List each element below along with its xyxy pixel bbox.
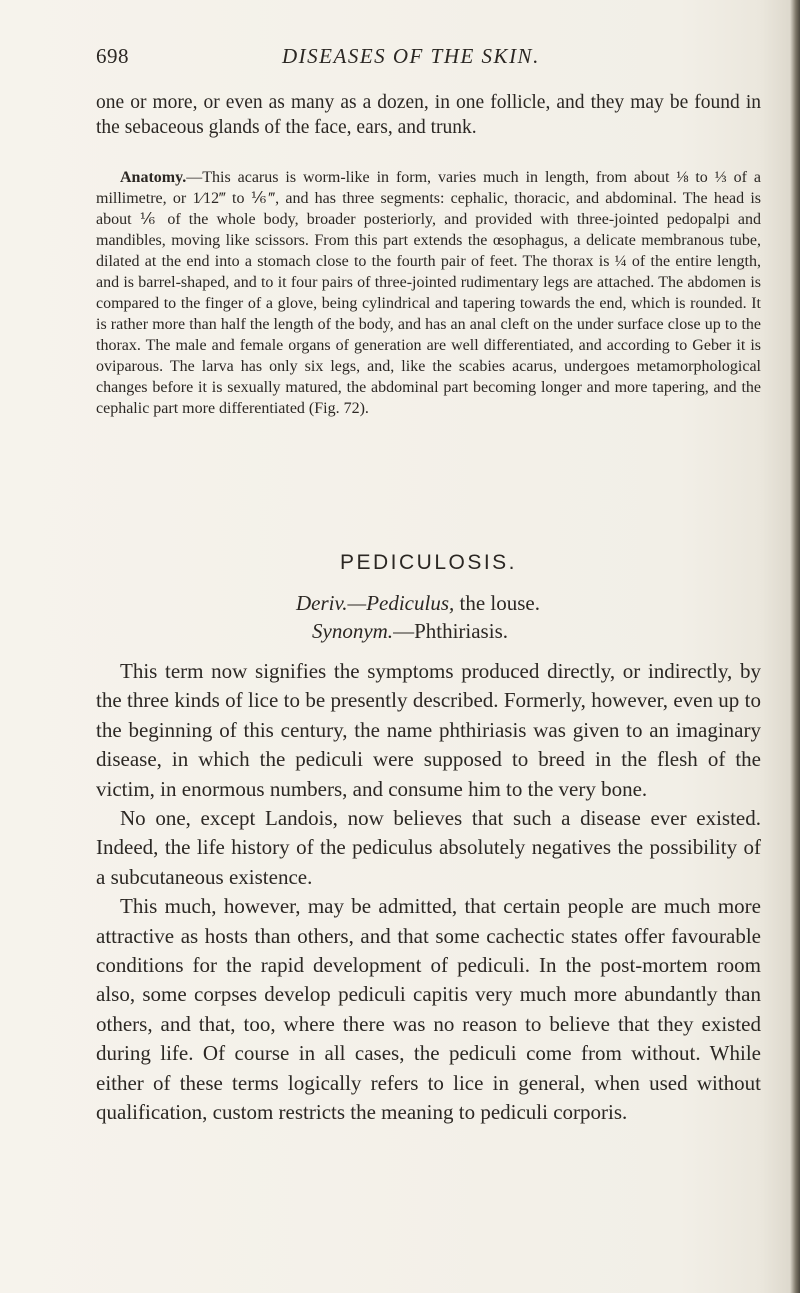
deriv-word: —Pediculus, [347, 591, 455, 615]
paragraph-1: This term now signifies the symptoms produced directly, or indirectly, by the three kinds of lice to be presently described. Formerly, however, even up to the beginning of this century, the name phthiriasis was given to an imaginary disease, in which the pediculi were supposed to breed in the flesh of the victim, in enormous numbers, and consume him to the very bone. [96, 659, 761, 801]
opening-paragraph [96, 90, 761, 140]
anatomy-label: Anatomy. [120, 169, 187, 186]
deriv-label: Deriv. [296, 591, 348, 615]
synonym-text: —Phthiriasis. [393, 619, 508, 643]
anatomy-text: —This acarus is worm-like in form, varies much in length, from about ⅛ to ⅓ of a millimetre, or 1⁄12‴ to ⅙‴, and has three segments: cephalic, thoracic, and abdominal. The head is about ⅙ of the whole body, broader posteriorly, and provided with three-jointed pedopalpi and mandibles, moving like scissors. From this part extends the œsophagus, a delicate membranous tube, dilated at the end into a stomach close to the fourth pair of feet. The thorax is ¼ of the entire length, and is barrel-shaped, and to it four pairs of three-jointed rudimentary legs are attached. The abdomen is compared to the finger of a glove, being cylindrical and tapering towards the end, which is rounded. It is rather more than half the length of the body, and has an anal cleft on the under surface close up to the thorax. The male and female organs of generation are well differentiated, and according to Geber it is oviparous. The larva has only six legs, and, like the scabies acarus, undergoes metamorphological changes before it is sexually matured, the abdominal part becoming longer and more tapering, and the cephalic part more differentiated (Fig. 72). [96, 169, 761, 417]
synonym-line [96, 617, 761, 645]
page-number: 698 [96, 44, 129, 68]
anatomy-body [96, 167, 761, 419]
synonym-label: Synonym. [312, 619, 394, 643]
paragraph-2: No one, except Landois, now believes that such a disease ever existed. Indeed, the life history of the pediculus absolutely negatives the possibility of a subcutaneous existence. [96, 806, 761, 889]
main-text [96, 657, 761, 1128]
anatomy-paragraph [96, 167, 761, 419]
section-heading: PEDICULOSIS. [339, 551, 518, 574]
deriv-meaning: the louse. [454, 591, 540, 615]
running-head [96, 44, 736, 76]
opening-text: one or more, or even as many as a dozen, in one follicle, and they may be found in the sebaceous glands of the face, ears, and trunk. [96, 92, 761, 138]
page-edge-shadow [790, 0, 800, 1293]
paragraph-3: This much, however, may be admitted, that certain people are much more attractive as hosts than others, and that some cachectic states offer favourable conditions for the rapid development of pediculi. In the post-mortem room also, some corpses develop pediculi capitis very much more abundantly than others, and that, too, where there was no reason to believe that they existed during life. Of course in all cases, the pediculi come from without. While either of these terms logically refers to lice in general, when used without qualification, custom restricts the meaning to pediculi corporis. [96, 894, 761, 1125]
running-title: DISEASES OF THE SKIN. [282, 44, 540, 68]
derivation-line [96, 589, 761, 617]
